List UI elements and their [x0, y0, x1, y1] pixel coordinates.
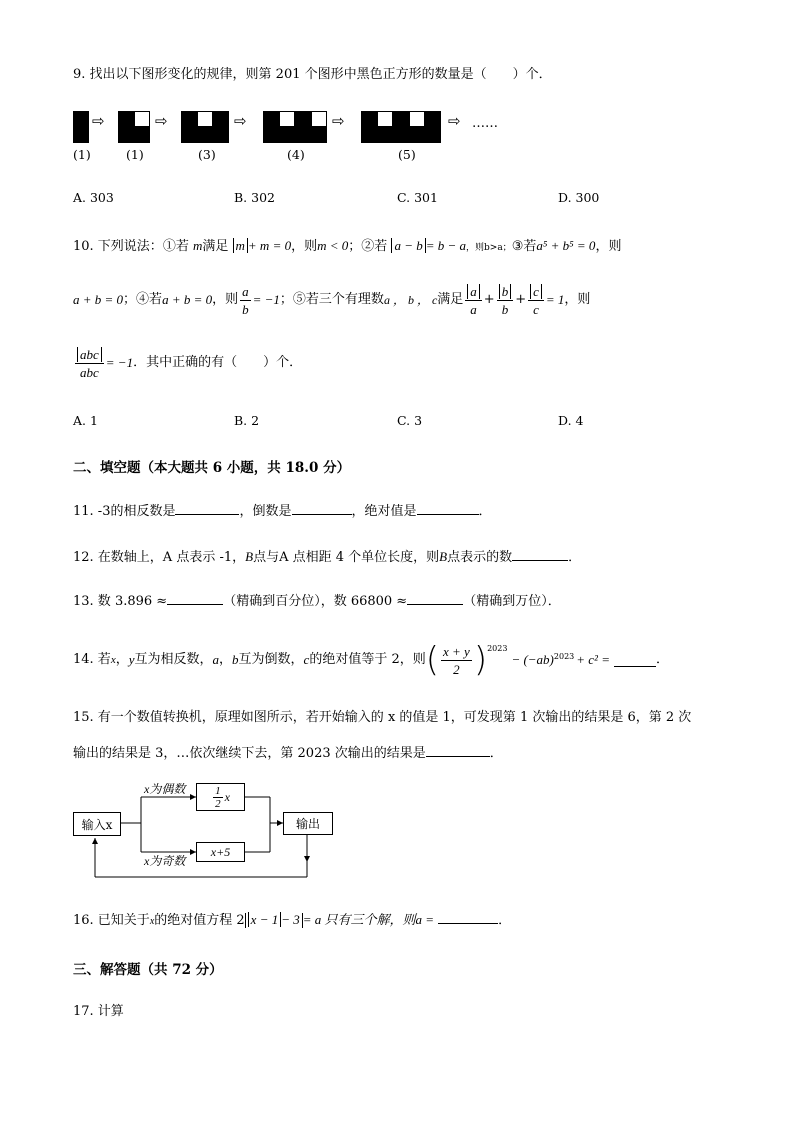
- section-2-heading: 二、填空题（本大题共 6 小题，共 18.0 分）: [73, 460, 351, 476]
- q14: 14. 若 x ， y 互为相反数， a ， b 互为倒数， c 的绝对值等于 2，则 ( $\frac{x + y}{2}$ ) $^{2023}$ − (−ab) $^{2023}$ + c² = ．: [73, 640, 669, 680]
- q9-label-2: (1): [126, 147, 144, 162]
- even-label: x为偶数: [144, 782, 186, 796]
- q10-option-c: C. 3: [397, 413, 423, 428]
- q12: 12. 在数轴上，A 点表示 -1，B点与A 点相距 4 个单位长度，则B点表示的数 ．: [73, 549, 582, 565]
- q13: 13. 数 3.896 ≈ （精确到百分位），数 66800 ≈ （精确到万位）．: [73, 591, 561, 611]
- q10-line3: $\frac{\text{abc}}{\text{abc}}$ = −1 ．其中正确的有（ ）个．: [73, 341, 302, 385]
- odd-label: x为奇数: [144, 854, 186, 868]
- q10-line2: a + b = 0 ；④若 a + b = 0 ，则 $\frac{a}{b}$ = −1 ；⑤若三个有理数 a ， b ， c 满足 $\frac{a}{a}$ + $\frac{b}{b}$ + $\frac{c}{c}$ = 1 ，则: [73, 283, 591, 317]
- output-box: 输出: [283, 812, 333, 835]
- q10-line1: 10. 下列说法：①若 m满足 m + m = 0，则m < 0；②若 a − b = b − a，则b>a；③若a⁵ + b⁵ = 0，则: [73, 238, 622, 254]
- q9-text: 9. 找出以下图形变化的规律，则第 201 个图形中黑色正方形的数量是（ ）个．: [73, 67, 552, 82]
- q9-option-a: A. 303: [73, 190, 114, 205]
- q9-label-3: (3): [198, 147, 216, 162]
- input-box: 输入x: [73, 812, 121, 836]
- half-box: $\frac{1}{2}$ x: [196, 783, 245, 811]
- q9-option-d: D. 300: [558, 190, 600, 205]
- q9-label-4: (4): [287, 147, 305, 162]
- q9-ellipsis: ……: [472, 116, 498, 131]
- q10-option-b: B. 2: [234, 413, 260, 428]
- q17: 17. 计算: [73, 1004, 124, 1019]
- q9-label-5: (5): [398, 147, 416, 162]
- q15-line1: 15. 有一个数值转换机，原理如图所示，若开始输入的 x 的值是 1，可发现第 1 次输出的结果是 6，第 2 次: [73, 710, 692, 725]
- q15-line2: 输出的结果是 3，…依次继续下去，第 2023 次输出的结果是 ．: [73, 743, 503, 763]
- q10-option-d: D. 4: [558, 413, 584, 428]
- q9-option-c: C. 301: [397, 190, 438, 205]
- q10-option-a: A. 1: [73, 413, 98, 428]
- section-3-heading: 三、解答题（共 72 分）: [73, 962, 223, 978]
- q16: 16. 已知关于x的绝对值方程 2 x − 1 − 3 = a 只有三个解，则a = ．: [73, 912, 512, 928]
- plus5-box: x+5: [196, 842, 245, 862]
- q11: 11. -3的相反数是 ，倒数是 ，绝对值是 ．: [73, 501, 492, 521]
- q9-option-b: B. 302: [234, 190, 275, 205]
- q9-label-1: (1): [73, 147, 91, 162]
